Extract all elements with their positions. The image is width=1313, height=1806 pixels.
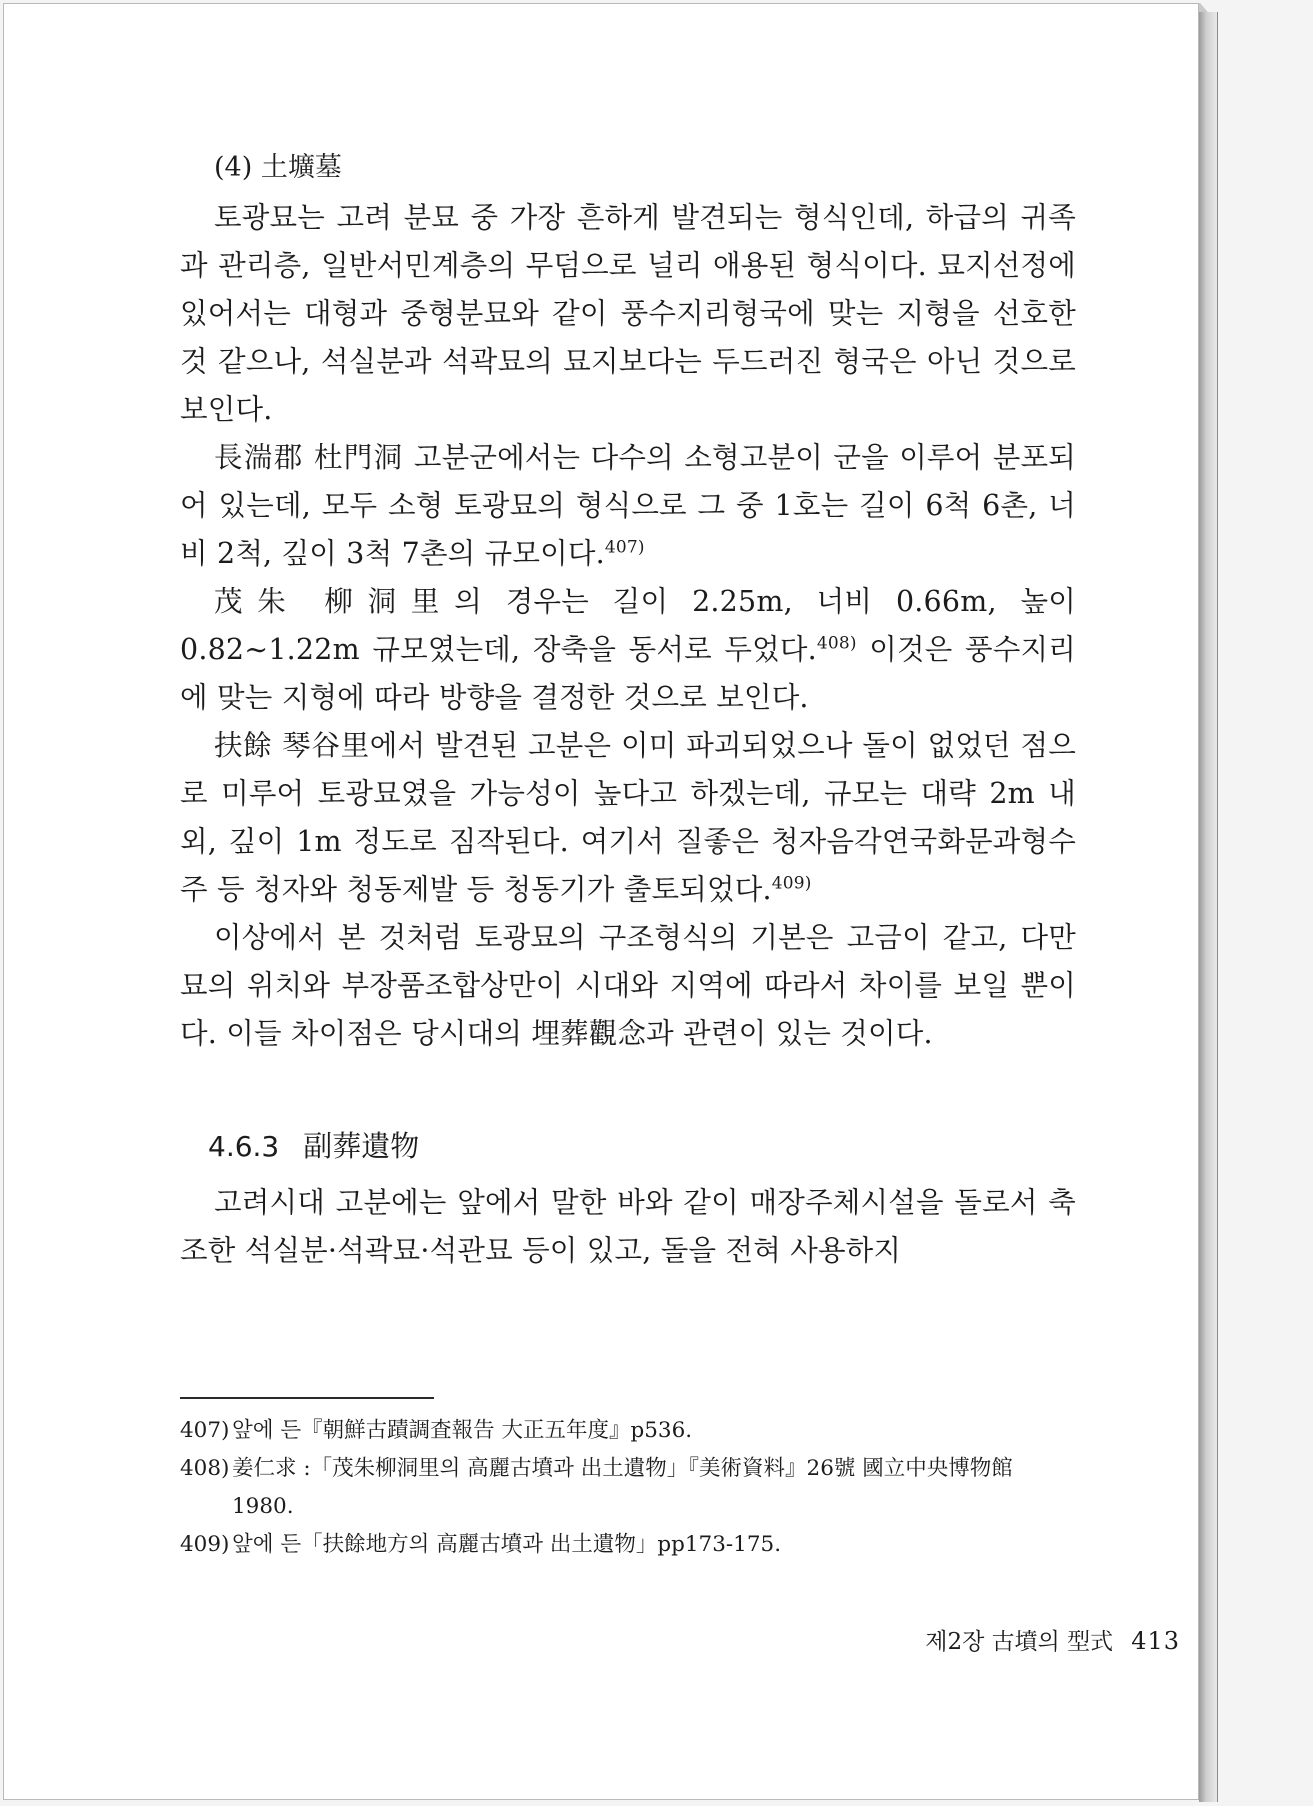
running-chapter-title: 제2장 古墳의 型式 bbox=[925, 1629, 1114, 1655]
footnote-text: 姜仁求 :「茂朱柳洞里의 高麗古墳과 出土遺物」『美術資料』26號 國立中央博物館 1980. bbox=[232, 1456, 1013, 1519]
section-heading: (4) 土壙墓 bbox=[214, 152, 342, 183]
subsection-title: 副葬遺物 bbox=[303, 1129, 420, 1163]
paragraph-2 bbox=[180, 434, 1076, 578]
page-edge-shadow bbox=[1199, 12, 1218, 1802]
footnote-408 bbox=[180, 1450, 1076, 1526]
page-footer bbox=[925, 1626, 1180, 1657]
subsection-heading bbox=[208, 1128, 1076, 1165]
footnote-number: 407) bbox=[180, 1418, 230, 1443]
footnote-text: 앞에 든「扶餘地方의 高麗古墳과 出土遺物」pp173-175. bbox=[232, 1532, 782, 1557]
paragraph-1: 토광묘는 고려 분묘 중 가장 흔하게 발견되는 형식인데, 하급의 귀족과 관리층, 일반서민계층의 무덤으로 널리 애용된 형식이다. 묘지선정에 있어서는 대형과 중형분묘와 같이 풍수지리형국에 맞는 지형을 선호한 것 같으나, 석실분과 석곽묘의 묘지보다는 두드러진 형국은 아닌 것으로 보인다. bbox=[180, 201, 1076, 426]
paragraph-4-text: 扶餘 琴谷里에서 발견된 고분은 이미 파괴되었으나 돌이 없었던 점으로 미루어 토광묘였을 가능성이 높다고 하겠는데, 규모는 대략 2m 내외, 깊이 1m 정도로 짐작된다. 여기서 질좋은 청자음각연국화문과형수주 등 청자와 청동제발 등 청동기가 출토되었다. bbox=[180, 729, 1076, 906]
subsection-number: 4.6.3 bbox=[208, 1130, 280, 1163]
paragraph-5: 이상에서 본 것처럼 토광묘의 구조형식의 기본은 고금이 같고, 다만 묘의 위치와 부장품조합상만이 시대와 지역에 따라서 차이를 보일 뿐이다. 이들 차이점은 당시대의 埋葬觀念과 관련이 있는 것이다. bbox=[180, 921, 1076, 1050]
paragraph-4 bbox=[180, 722, 1076, 914]
paragraph-3 bbox=[180, 578, 1076, 722]
paragraph-2-text: 長湍郡 杜門洞 고분군에서는 다수의 소형고분이 군을 이루어 분포되어 있는데, 모두 소형 토광묘의 형식으로 그 중 1호는 길이 6척 6촌, 너비 2척, 깊이 3척 7촌의 규모이다. bbox=[180, 441, 1076, 570]
footnote-divider bbox=[180, 1397, 434, 1399]
footnotes bbox=[180, 1412, 1076, 1564]
paragraph-3-text-a: 茂朱 柳洞里의 경우는 길이 2.25m, 너비 0.66m, 높이 0.82∼1.22m 규모였는데, 장축을 동서로 두었다. bbox=[180, 585, 1076, 666]
footnote-number: 408) bbox=[180, 1456, 230, 1481]
page-number: 413 bbox=[1131, 1627, 1180, 1655]
footnote-409 bbox=[180, 1526, 1076, 1564]
footnote-text: 앞에 든『朝鮮古蹟調査報告 大正五年度』p536. bbox=[232, 1418, 693, 1443]
subsection-paragraph: 고려시대 고분에는 앞에서 말한 바와 같이 매장주체시설을 돌로서 축조한 석실분·석곽묘·석관묘 등이 있고, 돌을 전혀 사용하지 bbox=[180, 1186, 1076, 1267]
footnote-ref-407[interactable]: 407) bbox=[604, 537, 645, 558]
footnote-ref-409[interactable]: 409) bbox=[771, 873, 812, 894]
paragraph-3-text-b: 이것은 풍수지리에 맞는 지형에 따라 방향을 결정한 것으로 보인다. bbox=[180, 633, 1076, 714]
footnote-ref-408[interactable]: 408) bbox=[816, 633, 857, 654]
footnote-407 bbox=[180, 1412, 1076, 1450]
footnote-number: 409) bbox=[180, 1532, 230, 1557]
main-text bbox=[180, 152, 1076, 1275]
